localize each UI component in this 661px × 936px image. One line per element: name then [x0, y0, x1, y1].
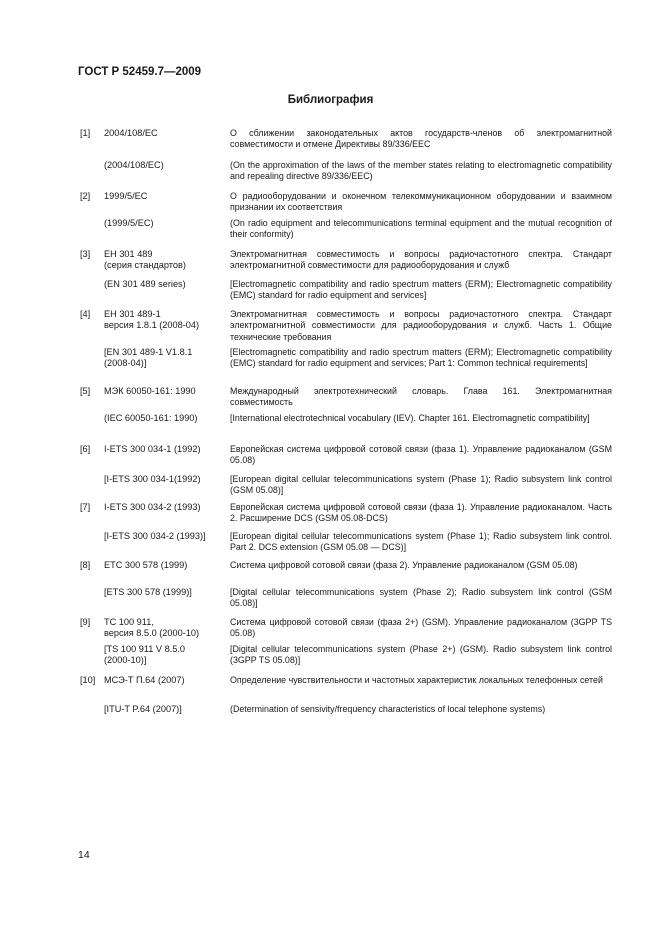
page-number: 14	[78, 849, 90, 861]
entry-reference: ETC 300 578 (1999)	[104, 560, 188, 570]
entry-description: Европейская система цифровой сотовой связи (фаза 1). Управление радиоканалом. Часть 2. Расширение DCS (GSM 05.08-DCS)	[230, 502, 612, 524]
entry-reference: 1999/5/ЕС	[104, 191, 148, 201]
entry-number: [1]	[80, 128, 91, 138]
entry-reference: [ETS 300 578 (1999)]	[104, 587, 192, 597]
entry-description: Европейская система цифровой сотовой связи (фаза 1). Управление радиоканалом (GSM 05.08)	[230, 444, 612, 466]
entry-description: [European digital cellular telecommunications system (Phase 1); Radio subsystem link control. Part 2. DCS extension (GSM 05.08 — DCS)]	[230, 531, 612, 553]
entry-description: [Digital cellular telecommunications system (Phase 2+) (GSM). Radio subsystem link control (3GPP TS 05.08)]	[230, 644, 612, 666]
entry-description: [Electromagnetic compatibility and radio spectrum matters (ERM); Electromagnetic compatibility (EMC) standard for radio equipment and services; Part 1: Common technical requirements]	[230, 347, 612, 369]
entry-reference: МЭК 60050-161: 1990	[104, 386, 196, 396]
entry-description: Электромагнитная совместимость и вопросы радиочастотного спектра. Стандарт электромагнитной совместимости для радиооборудования и служб. Часть 1. Общие технические требования	[230, 309, 612, 342]
entry-description: (Determination of sensivity/frequency characteristics of local telephone systems)	[230, 704, 546, 714]
entry-description: (On the approximation of the laws of the member states relating to electromagnetic compatibility and repealing directive 89/336/EEC)	[230, 160, 612, 182]
entry-reference: (2004/108/ЕС)	[104, 160, 164, 170]
document-header: ГОСТ Р 52459.7—2009	[78, 66, 202, 78]
entry-reference: (1999/5/ЕС)	[104, 218, 154, 228]
entry-reference: [ITU-T P.64 (2007)]	[104, 704, 182, 714]
entry-reference: [TS 100 911 V 8.5.0 (2000-10)]	[104, 644, 186, 666]
entry-description: О сближении законодательных актов государств-членов об электромагнитной совместимости и отмене Директивы 89/336/ЕЕС	[230, 128, 612, 150]
entry-reference: [I-ETS 300 034-2 (1993)]	[104, 531, 206, 541]
entry-description: (On radio equipment and telecommunications terminal equipment and the mutual recognition of their conformity)	[230, 218, 612, 240]
entry-number: [7]	[80, 502, 91, 512]
entry-number: [8]	[80, 560, 91, 570]
entry-reference: I-ETS 300 034-1 (1992)	[104, 444, 201, 454]
entry-description: [Electromagnetic compatibility and radio spectrum matters (ERM); Electromagnetic compatibility (EMC) standard for radio equipment and services]	[230, 279, 612, 301]
entry-number: [10]	[80, 675, 96, 685]
entry-reference: МСЭ-Т П.64 (2007)	[104, 675, 185, 685]
entry-reference: ЕН 301 489-1 версия 1.8.1 (2008-04)	[104, 309, 200, 331]
entry-number: [4]	[80, 309, 91, 319]
entry-description: Система цифровой сотовой связи (фаза 2+) (GSM). Управление радиоканалом (3GPP TS 05.08)	[230, 617, 612, 639]
entry-number: [9]	[80, 617, 91, 627]
entry-reference: TC 100 911, версия 8.5.0 (2000-10)	[104, 617, 200, 639]
entry-description: [European digital cellular telecommunications system (Phase 1); Radio subsystem link control (GSM 05.08)]	[230, 474, 612, 496]
entry-description: Международный электротехнический словарь. Глава 161. Электромагнитная совместимость	[230, 386, 612, 408]
entry-number: [5]	[80, 386, 91, 396]
entry-description: Система цифровой сотовой связи (фаза 2). Управление радиоканалом (GSM 05.08)	[230, 560, 578, 570]
entry-description: Определение чувствительности и частотных характеристик локальных телефонных сетей	[230, 675, 603, 685]
entry-number: [6]	[80, 444, 91, 454]
entry-description: Электромагнитная совместимость и вопросы радиочастотного спектра. Стандарт электромагнитной совместимости для радиооборудования и служб	[230, 249, 612, 271]
entry-reference: ЕН 301 489 (серия стандартов)	[104, 249, 186, 271]
entry-reference: [I-ETS 300 034-1(1992)	[104, 474, 201, 484]
entry-reference: [EN 301 489-1 V1.8.1 (2008-04)]	[104, 347, 193, 369]
entry-number: [2]	[80, 191, 91, 201]
bibliography-title: Библиография	[287, 94, 374, 106]
entry-description: [Digital cellular telecommunications system (Phase 2); Radio subsystem link control (GSM 05.08)]	[230, 587, 612, 609]
entry-description: О радиооборудовании и оконечном телекоммуникационном оборудовании и взаимном признании их соответствия	[230, 191, 612, 213]
entry-reference: I-ETS 300 034-2 (1993)	[104, 502, 201, 512]
entry-reference: (EN 301 489 series)	[104, 279, 186, 289]
entry-number: [3]	[80, 249, 91, 259]
entry-reference: (IEC 60050-161: 1990)	[104, 413, 198, 423]
entry-description: [International electrotechnical vocabulary (IEV). Chapter 161. Electromagnetic compatibility]	[230, 413, 590, 423]
entry-reference: 2004/108/ЕС	[104, 128, 158, 138]
